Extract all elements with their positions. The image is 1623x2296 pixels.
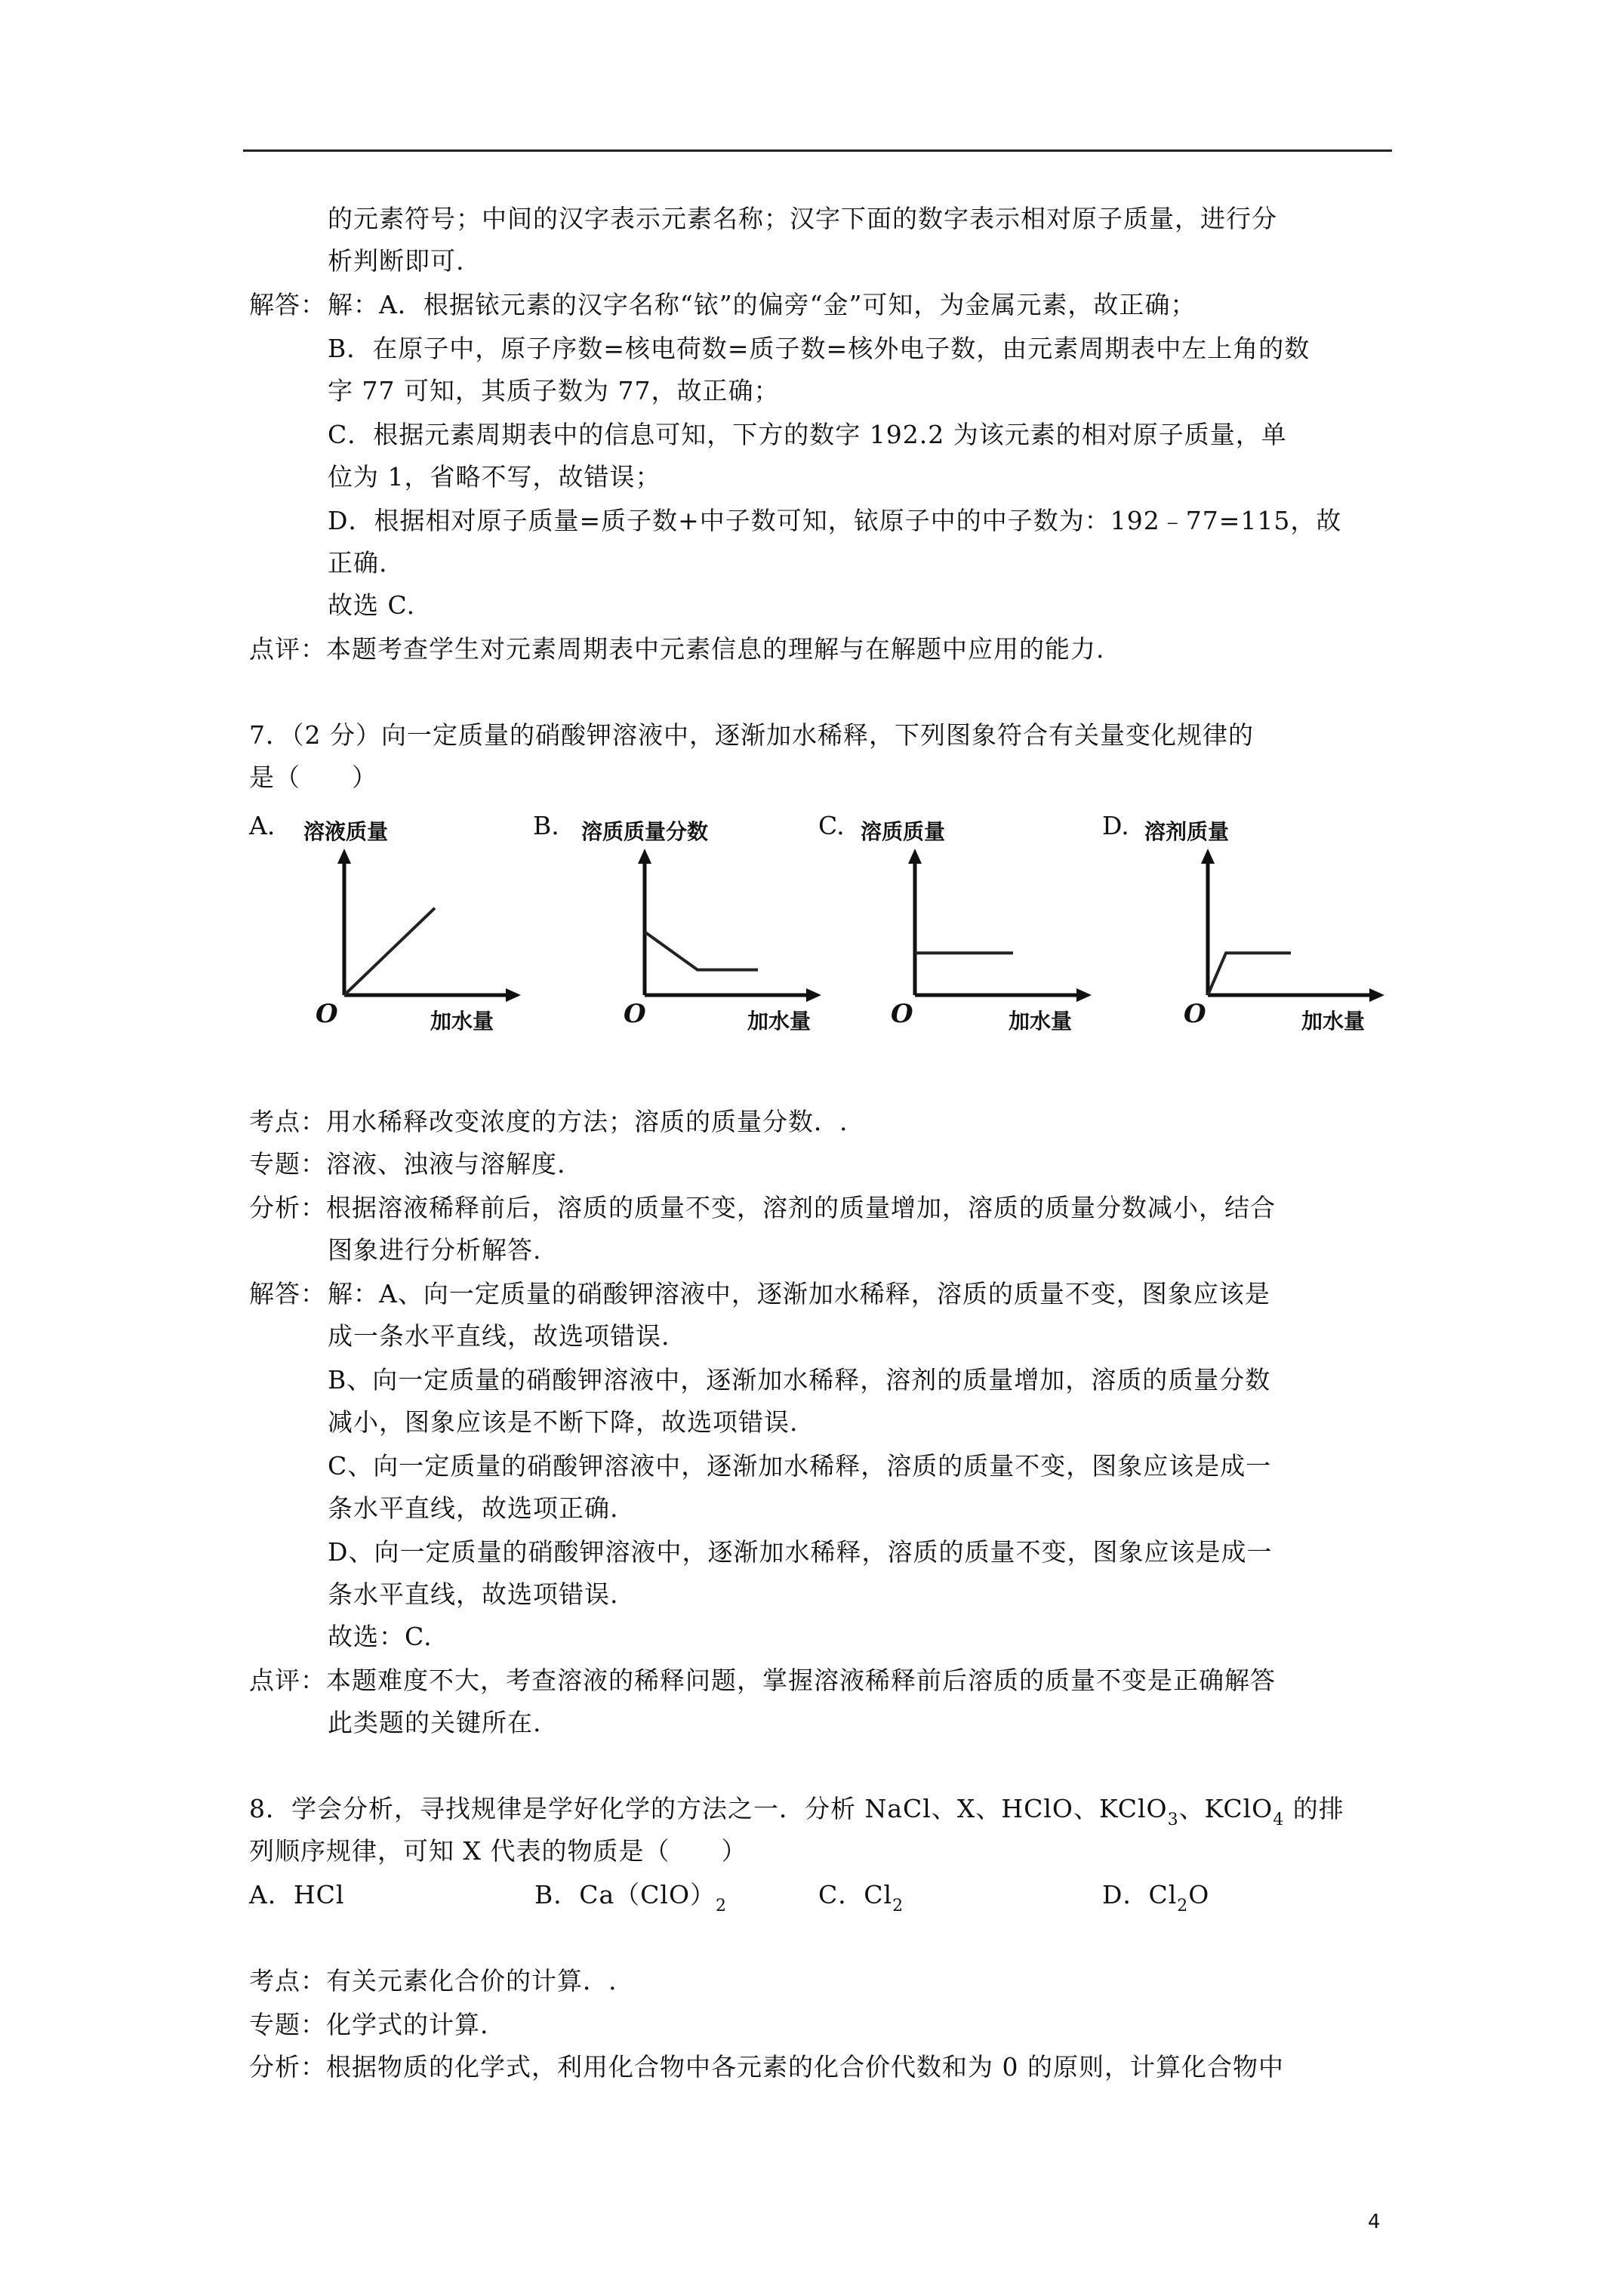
x-axis-arrow (1076, 988, 1092, 1002)
chart-origin: O (624, 999, 646, 1029)
text-line: B、向一定质量的硝酸钾溶液中，逐渐加水稀释，溶剂的质量增加，溶质的质量分数 (328, 1365, 1271, 1395)
option-letter: A. (249, 811, 276, 840)
comment-line: 点评：本题难度不大，考查溶液的稀释问题，掌握溶液稀释前后溶质的质量不变是正确解答 (249, 1666, 1276, 1695)
text-line: 字 77 可知，其质子数为 77，故正确； (328, 376, 780, 405)
y-axis-arrow (908, 849, 922, 864)
option-letter: D. (1102, 811, 1129, 840)
header-rule (243, 149, 1392, 152)
text-line: 条水平直线，故选项错误. (328, 1579, 619, 1609)
answer-label: 解答： (249, 1279, 326, 1308)
chart-curve (645, 932, 758, 969)
text-line: 解：A．根据铱元素的汉字名称“铱”的偏旁“金”可知，为金属元素，故正确； (328, 290, 1196, 319)
text-line: 故选：C. (328, 1622, 433, 1651)
y-axis-arrow (1201, 849, 1215, 864)
question-stem: 8．学会分析，寻找规律是学好化学的方法之一．分析 NaCl、X、HClO、KClO$_3$、KClO$_4$ 的排 (249, 1794, 1344, 1829)
answer-label: 解答： (249, 290, 326, 319)
option-chart (329, 846, 525, 1010)
question-stem: 7．（2 分）向一定质量的硝酸钾溶液中，逐渐加水稀释，下列图象符合有关量变化规律的 (249, 720, 1254, 750)
chart-origin: O (1184, 999, 1206, 1029)
text-line: 成一条水平直线，故选项错误. (328, 1321, 670, 1351)
text-line: 减小，图象应该是不断下降，故选项错误. (328, 1407, 799, 1437)
option-letter: C. (818, 811, 845, 840)
option-chart (630, 846, 826, 1010)
x-axis-arrow (806, 988, 821, 1002)
chart-y-label: 溶剂质量 (1144, 819, 1230, 844)
chart-x-label: 加水量 (430, 1009, 494, 1034)
chart-y-label: 溶质质量分数 (581, 819, 709, 844)
text-line: D、向一定质量的硝酸钾溶液中，逐渐加水稀释，溶质的质量不变，图象应该是成一 (328, 1537, 1273, 1567)
chart-y-label: 溶液质量 (303, 819, 389, 844)
option-chart (1193, 846, 1389, 1010)
text-line: 分析：根据溶液稀释前后，溶质的质量不变，溶剂的质量增加，溶质的质量分数减小，结合 (249, 1193, 1276, 1222)
text-line: 正确. (328, 548, 388, 578)
text-line: 故选 C. (328, 590, 416, 620)
page-number: 4 (1368, 2211, 1381, 2233)
text-line: 专题：化学式的计算. (249, 2010, 489, 2039)
chart-x-label: 加水量 (1009, 1009, 1073, 1034)
chart-curve (344, 908, 435, 995)
text-line: 解：A、向一定质量的硝酸钾溶液中，逐渐加水稀释，溶质的质量不变，图象应该是 (328, 1279, 1270, 1308)
text-line: D．根据相对原子质量=质子数+中子数可知，铱原子中的中子数为：192﹣77=115，故 (328, 506, 1342, 535)
text-line: 分析：根据物质的化学式，利用化合物中各元素的化合价代数和为 0 的原则，计算化合物中 (249, 2052, 1284, 2082)
x-axis-arrow (1369, 988, 1384, 1002)
text-line: 位为 1，省略不写，故错误； (328, 462, 661, 492)
chart-origin: O (316, 999, 338, 1029)
option-b: B．$Ca(ClO)_2$ (534, 1880, 728, 1915)
option-c: C．$Cl_2$ (818, 1880, 904, 1915)
text-line: C、向一定质量的硝酸钾溶液中，逐渐加水稀释，溶质的质量不变，图象应该是成一 (328, 1451, 1272, 1481)
chart-y-label: 溶质质量 (861, 819, 946, 844)
text-line: 图象进行分析解答. (328, 1235, 542, 1265)
text-line: 专题：溶液、浊液与溶解度. (249, 1149, 566, 1179)
option-d: D．$Cl_2O$ (1102, 1880, 1210, 1915)
text-line: 条水平直线，故选项正确. (328, 1493, 619, 1523)
question-stem: 列顺序规律，可知 X 代表的物质是（ ） (249, 1836, 747, 1866)
question-stem: 是（ ） (249, 763, 377, 792)
x-axis-arrow (506, 988, 521, 1002)
chart-x-label: 加水量 (1301, 1009, 1366, 1034)
y-axis-arrow (638, 849, 651, 864)
text-line: 考点：用水稀释改变浓度的方法；溶质的质量分数．. (249, 1107, 848, 1136)
option-chart (900, 846, 1096, 1010)
option-letter: B. (533, 811, 559, 840)
text-line: 析判断即可. (328, 246, 465, 276)
option-a: A．HCl (249, 1880, 345, 1909)
comment-line: 点评：本题考查学生对元素周期表中元素信息的理解与在解题中应用的能力. (249, 634, 1105, 664)
text-line: 的元素符号；中间的汉字表示元素名称；汉字下面的数字表示相对原子质量，进行分 (328, 204, 1277, 233)
chart-origin: O (891, 999, 913, 1029)
comment-line: 此类题的关键所在. (328, 1708, 542, 1737)
text-line: 考点：有关元素化合价的计算．. (249, 1966, 617, 1996)
y-axis-arrow (337, 849, 351, 864)
chart-curve (1208, 953, 1291, 995)
chart-x-label: 加水量 (747, 1009, 812, 1034)
text-line: B．在原子中，原子序数=核电荷数=质子数=核外电子数，由元素周期表中左上角的数 (328, 334, 1310, 363)
text-line: C．根据元素周期表中的信息可知，下方的数字 192.2 为该元素的相对原子质量，单 (328, 420, 1287, 449)
